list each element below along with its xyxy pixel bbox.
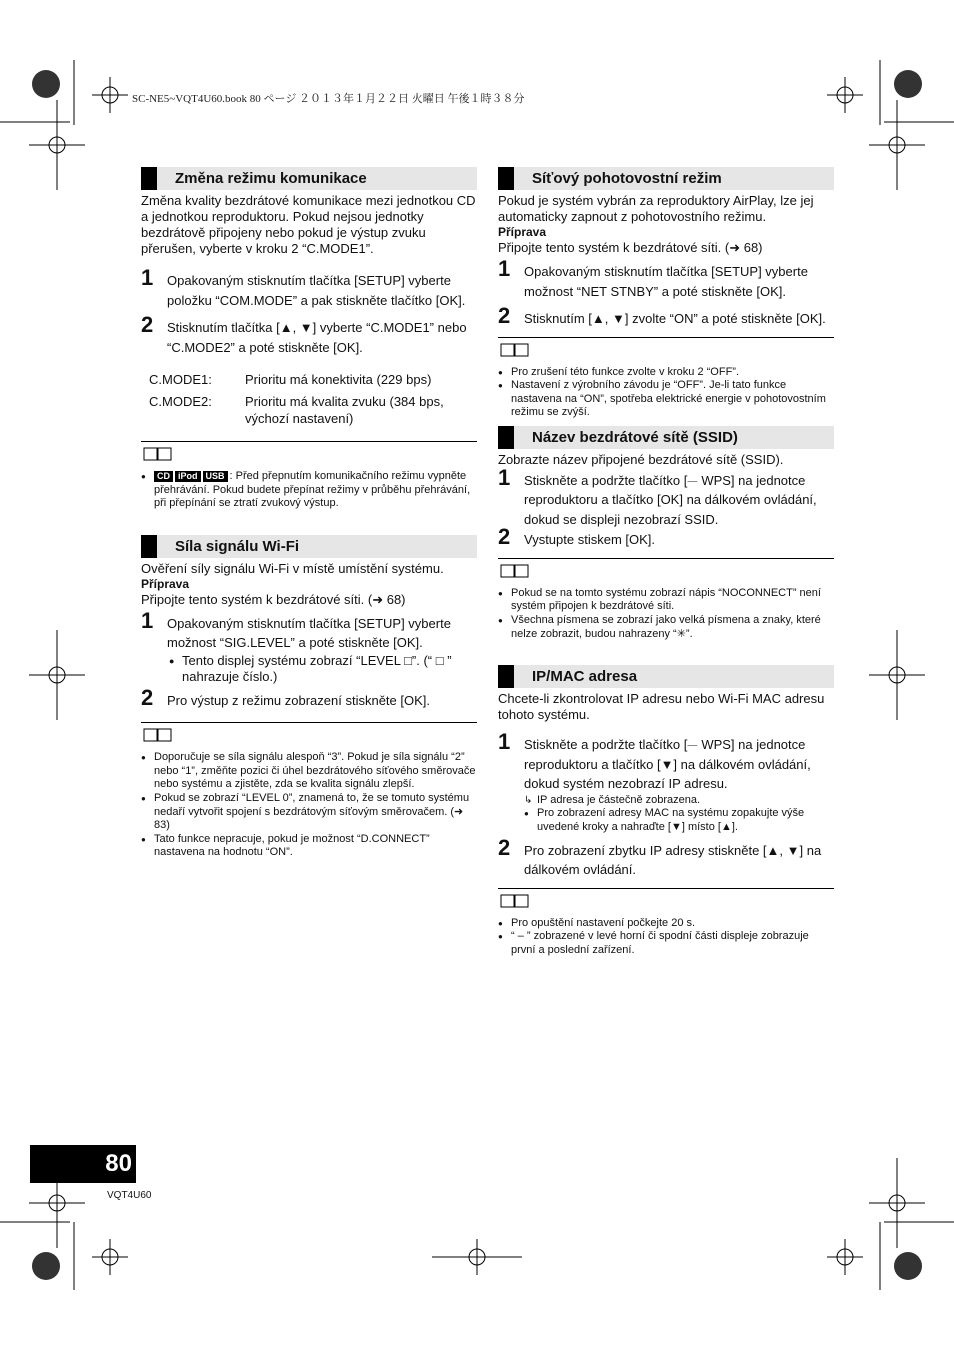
section-title: Název bezdrátové sítě (SSID) <box>532 428 738 446</box>
note-item: ● Tato funkce nepracuje, pokud je možnost “D.CONNECT” nastavena na hodnotu “ON”. <box>141 833 477 860</box>
divider <box>498 337 834 338</box>
step-text: Stisknutím [▲, ▼] zvolte “ON” a poté stiskněte [OK]. <box>524 311 826 326</box>
step-result: ↳ IP adresa je částečně zobrazena. <box>524 794 834 808</box>
print-header: SC-NE5~VQT4U60.book 80 ページ ２０１３年１月２２日 火曜日 午後１時３８分 <box>132 93 525 105</box>
step-1 <box>498 729 834 794</box>
mode1-desc: Prioritu má konektivita (229 bps) <box>245 372 432 387</box>
step-text: Vystupte stiskem [OK]. <box>524 532 656 548</box>
prep-label: Příprava <box>498 225 547 239</box>
section-marker <box>141 167 157 190</box>
prep-text: Připojte tento systém k bezdrátové síti. (➜ 68) <box>141 591 406 607</box>
document-code: VQT4U60 <box>107 1190 152 1201</box>
step-subnote: ● Pro zobrazení adresy MAC na systému zopakujte výše uvedené kroky a nahraďte [▼] místo [▲]. <box>524 807 834 834</box>
divider <box>498 888 834 889</box>
step-text: Stisknutím tlačítka [▲, ▼] vyberte “C.MODE1” nebo “C.MODE2” a poté stiskněte [OK]. <box>167 320 467 355</box>
step-text: Stiskněte a podržte tlačítko [⏤ WPS] na jednotce reproduktoru a tlačítko [OK] na dálkovém ovládání, dokud se displeji nezobrazí SSID. <box>524 472 817 527</box>
note-book-icon <box>143 447 173 462</box>
intro-text: Změna kvality bezdrátové komunikace mezi jednotkou CD a jednotkou reproduktoru. Pokud nejsou jednotky bezdrátově připojeny nebo pokud je výstup zvuku přerušen, vyberte v kroku 2 “C.MODE1”. <box>141 193 476 256</box>
step-text: Pro zobrazení zbytku IP adresy stiskněte [▲, ▼] na dálkovém ovládání. <box>524 842 822 878</box>
section-marker <box>141 535 157 558</box>
step-2 <box>141 684 477 711</box>
step-text: Opakovaným stisknutím tlačítka [SETUP] vyberte možnost “NET STNBY” a poté stiskněte [OK]. <box>524 264 808 299</box>
step-2 <box>498 834 834 880</box>
step-1 <box>498 464 834 530</box>
intro-text: Pokud je systém vybrán za reproduktory AirPlay, lze jej automaticky zapnout z pohotovostního režimu. <box>498 193 814 224</box>
left-column <box>141 167 477 860</box>
step-2 <box>498 524 834 550</box>
note-item: ● Pokud se zobrazí “LEVEL 0”, znamená to, že se tomuto systému nedaří vytvořit spojení s bezdrátovým síťovým směrovačem. (➜ 83) <box>141 792 477 833</box>
notes-list <box>498 917 834 958</box>
badge-usb: USB <box>203 471 228 482</box>
note-item: ● Všechna písmena se zobrazí jako velká písmena a znaky, které nelze zobrazit, budou nahrazeny “✳”. <box>498 614 834 641</box>
note-book-icon <box>143 728 173 743</box>
step-number: 2 <box>141 312 154 337</box>
mode1-label: C.MODE1: <box>149 372 212 387</box>
step-number: 1 <box>141 265 154 290</box>
note-item: ● Pokud se na tomto systému zobrazí nápis “NOCONNECT” není systém připojen k bezdrátové síti. <box>498 587 834 614</box>
mode2-label: C.MODE2: <box>149 394 212 409</box>
mode2-desc: Prioritu má kvalita zvuku (384 bps, výchozí nastavení) <box>245 394 444 426</box>
note-item: ● Nastavení z výrobního závodu je “OFF”. Je-li tato funkce nastavena na “ON”, spotřeba elektrické energie v pohotovostním režimu se zvýší. <box>498 379 834 420</box>
page-number-box <box>30 1145 136 1183</box>
step-2 <box>141 312 477 357</box>
section-header-komunikace <box>141 167 477 190</box>
step-subnote: ● Tento displej systému zobrazí “LEVEL □”. (“ □ ” nahrazuje číslo.) <box>169 653 477 685</box>
divider <box>498 558 834 559</box>
section-title: Síla signálu Wi-Fi <box>175 537 300 555</box>
notes-list <box>141 470 477 511</box>
step-text: Opakovaným stisknutím tlačítka [SETUP] vyberte možnost “SIG.LEVEL” a poté stiskněte [OK]. <box>167 615 451 651</box>
step-2 <box>498 303 834 329</box>
step-text: Pro výstup z režimu zobrazení stiskněte [OK]. <box>167 692 430 708</box>
step-number: 2 <box>498 524 511 550</box>
note-item: ● Pro opuštění nastavení počkejte 20 s. <box>498 917 834 931</box>
step-text: Opakovaným stisknutím tlačítka [SETUP] vyberte položku “COM.MODE” a pak stiskněte tlačítko [OK]. <box>167 273 466 308</box>
intro-text: Chcete-li zkontrolovat IP adresu nebo Wi-Fi MAC adresu tohoto systému. <box>498 691 825 723</box>
page-number: 80 <box>105 1150 132 1177</box>
step-number: 1 <box>498 464 511 490</box>
section-header-ssid <box>498 426 834 449</box>
notes-list <box>498 587 834 641</box>
section-marker <box>498 426 514 449</box>
step-1 <box>141 265 477 310</box>
note-book-icon <box>500 564 530 579</box>
notes-list <box>141 751 477 860</box>
step-number: 2 <box>141 684 154 710</box>
badge-ipod: iPod <box>175 471 201 482</box>
note-item: ● Pro zrušení této funkce zvolte v kroku 2 “OFF”. <box>498 366 834 380</box>
step-number: 2 <box>498 303 511 328</box>
notes-list <box>498 366 834 420</box>
divider <box>141 722 477 723</box>
step-number: 1 <box>498 256 511 281</box>
section-marker <box>498 665 514 688</box>
section-title: IP/MAC adresa <box>532 668 638 686</box>
step-1 <box>141 607 477 653</box>
section-header-ipmac <box>498 665 834 688</box>
note-item: ● “ – ” zobrazené v levé horní či spodní části displeje zobrazuje první a poslední zařízení. <box>498 930 834 957</box>
step-1 <box>498 256 834 301</box>
note-text: : Před přepnutím komunikačního režimu vypněte přehrávání. Pokud budete přepínat režimy v průběhu přehrávání, při přepínání se ztratí zvukový výstup. <box>154 470 471 510</box>
badge-cd: CD <box>154 471 173 482</box>
note-book-icon <box>500 894 530 909</box>
step-number: 2 <box>498 834 511 860</box>
divider <box>141 441 477 442</box>
mode-table <box>141 371 477 427</box>
note-book-icon <box>500 343 530 358</box>
prep-label: Příprava <box>141 576 190 591</box>
section-header-wifi <box>141 535 477 558</box>
right-column <box>498 167 834 957</box>
note-item: ● Doporučuje se síla signálu alespoň “3”. Pokud je síla signálu “2” nebo “1”, změňte pozici či úhel bezdrátového síťového směrovače nebo systému a zjistěte, zda se kvalita signálu zlepší. <box>141 751 477 792</box>
section-title: Změna režimu komunikace <box>175 170 367 187</box>
prep-text: Připojte tento systém k bezdrátové síti. (➜ 68) <box>498 240 763 255</box>
section-marker <box>498 167 514 190</box>
section-title: Síťový pohotovostní režim <box>532 170 722 187</box>
intro-text: Zobrazte název připojené bezdrátové sítě (SSID). <box>498 451 784 467</box>
step-text: Stiskněte a podržte tlačítko [⏤ WPS] na jednotce reproduktoru a tlačítko [▼] na dálkovém ovládání, dokud systém nezobrazí IP adresu. <box>524 737 811 792</box>
intro-text: Ověření síly signálu Wi-Fi v místě umístění systému. <box>141 560 444 576</box>
section-header-standby <box>498 167 834 190</box>
step-number: 1 <box>141 607 154 633</box>
note-item <box>141 470 477 511</box>
step-number: 1 <box>498 729 511 755</box>
